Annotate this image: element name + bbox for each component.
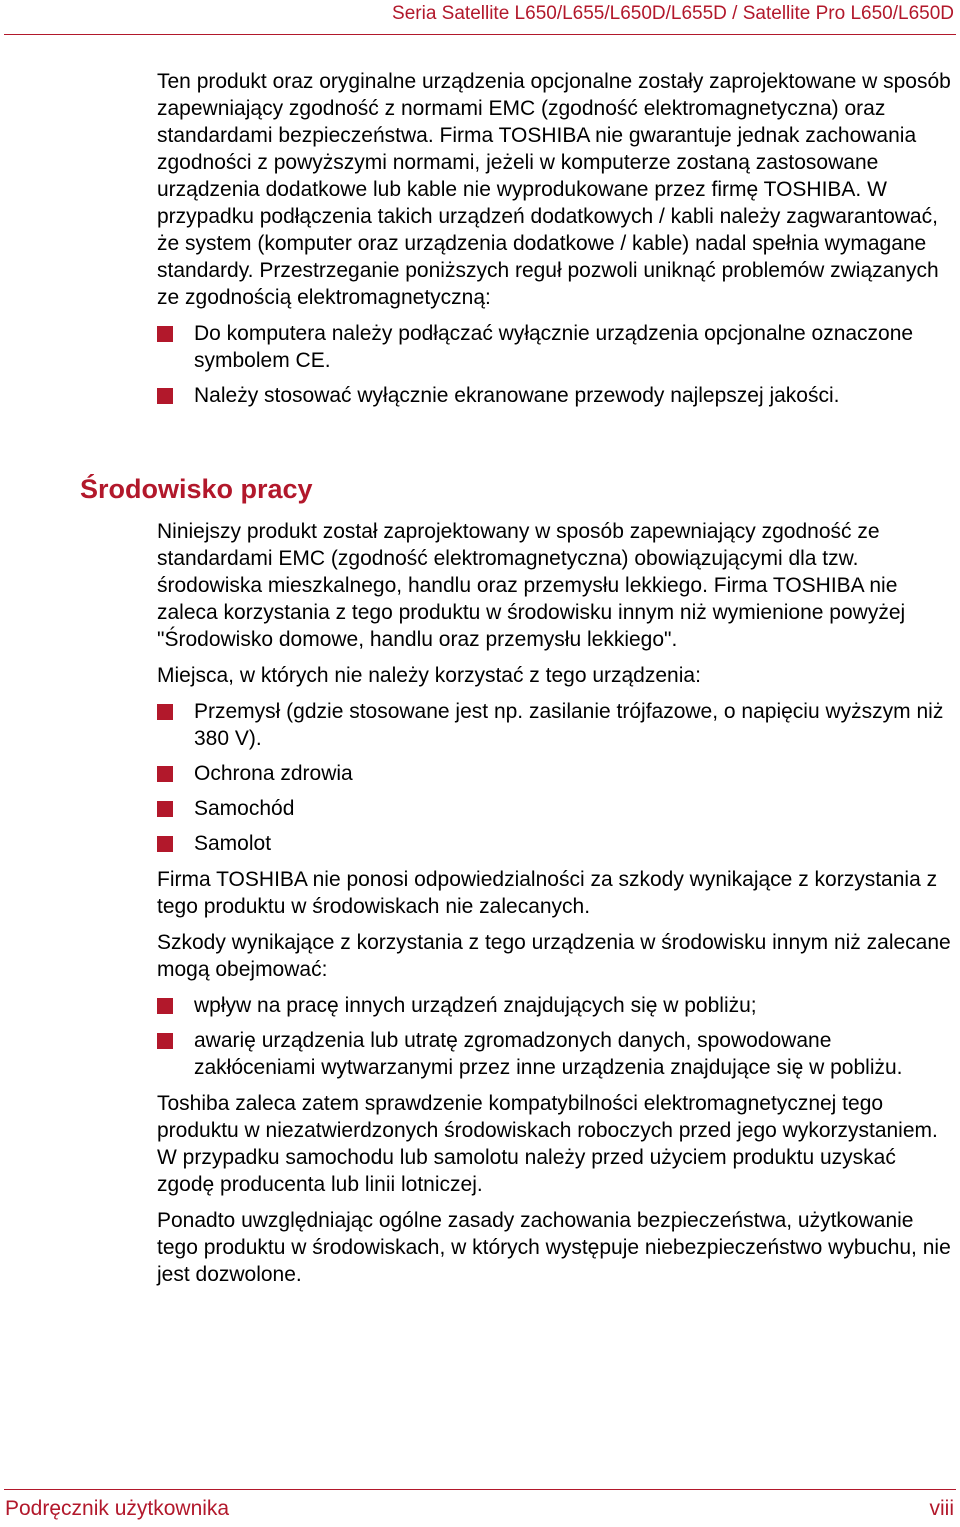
- list-item-text: Przemysł (gdzie stosowane jest np. zasilanie trójfazowe, o napięciu wyższym niż 380 V).: [194, 700, 944, 750]
- section-heading: Środowisko pracy: [80, 474, 313, 504]
- list-item: [157, 698, 957, 752]
- square-bullet-icon: [157, 998, 173, 1014]
- paragraph: Firma TOSHIBA nie ponosi odpowiedzialności za szkody wynikające z korzystania z tego produktu w środowiskach nie zalecanych.: [157, 868, 938, 918]
- damages-bullet-list: [157, 992, 957, 1081]
- square-bullet-icon: [157, 801, 173, 817]
- square-bullet-icon: [157, 388, 173, 404]
- paragraph: Niniejszy produkt został zaprojektowany w sposób zapewniający zgodność ze standardami EMC (zgodność elektromagnetyczna) obowiązującymi dla tzw. środowiska mieszkalnego, handlu oraz przemysłu lekkiego. Firma TOSHIBA nie zaleca korzystania z tego produktu w środowisku innym niż wymienione powyżej "Środowisko domowe, handlu oraz przemysłu lekkiego".: [157, 520, 906, 651]
- places-bullet-list: [157, 698, 957, 857]
- square-bullet-icon: [157, 836, 173, 852]
- square-bullet-icon: [157, 766, 173, 782]
- square-bullet-icon: [157, 704, 173, 720]
- header-rule: [4, 34, 956, 35]
- list-item-text: Należy stosować wyłącznie ekranowane przewody najlepszej jakości.: [194, 384, 840, 407]
- list-item: [157, 795, 957, 822]
- list-item-text: Do komputera należy podłączać wyłącznie urządzenia opcjonalne oznaczone symbolem CE.: [194, 322, 914, 372]
- paragraph: Szkody wynikające z korzystania z tego urządzenia w środowisku innym niż zalecane mogą obejmować:: [157, 931, 951, 981]
- paragraph: Miejsca, w których nie należy korzystać z tego urządzenia:: [157, 664, 701, 687]
- paragraph: Ponadto uwzględniając ogólne zasady zachowania bezpieczeństwa, użytkowanie tego produktu w środowiskach, w których występuje niebezpieczeństwo wybuchu, nie jest dozwolone.: [157, 1209, 951, 1286]
- footer-rule: [4, 1489, 956, 1490]
- list-item-text: Ochrona zdrowia: [194, 762, 353, 785]
- list-item-text: Samolot: [194, 832, 272, 855]
- paragraph: Toshiba zaleca zatem sprawdzenie kompatybilności elektromagnetycznej tego produktu w niezatwierdzonych środowiskach roboczych przed jego wykorzystaniem. W przypadku samochodu lub samolotu należy przed użyciem produktu uzyskać zgodę producenta lub linii lotniczej.: [157, 1092, 938, 1196]
- list-item: [157, 1027, 957, 1081]
- running-header: Seria Satellite L650/L655/L650D/L655D / Satellite Pro L650/L650D: [392, 3, 954, 24]
- emc-block: [157, 68, 957, 418]
- list-item: [157, 382, 957, 409]
- square-bullet-icon: [157, 1033, 173, 1049]
- list-item: [157, 830, 957, 857]
- emc-intro-paragraph: Ten produkt oraz oryginalne urządzenia opcjonalne zostały zaprojektowane w sposób zapewniający zgodność z normami EMC (zgodność elektromagnetyczna) oraz standardami bezpieczeństwa. Firma TOSHIBA nie gwarantuje jednak zachowania zgodności z powyższymi normami, jeżeli w komputerze zostaną zastosowane urządzenia dodatkowe lub kable nie wyprodukowane przez firmę TOSHIBA. W przypadku podłączenia takich urządzeń dodatkowych / kabli należy zagwarantować, że system (komputer oraz urządzenia dodatkowe / kable) nadal spełnia wymagane standardy. Przestrzeganie poniższych reguł pozwoli uniknąć problemów związanych ze zgodnością elektromagnetyczną:: [157, 70, 951, 309]
- footer-manual-title: Podręcznik użytkownika: [5, 1497, 230, 1520]
- emc-bullet-list: [157, 320, 957, 409]
- page-number: viii: [929, 1497, 954, 1520]
- list-item: [157, 992, 957, 1019]
- list-item: [157, 320, 957, 374]
- square-bullet-icon: [157, 326, 173, 342]
- list-item-text: awarię urządzenia lub utratę zgromadzonych danych, spowodowane zakłóceniami wytwarzanymi przez inne urządzenia znajdujące się w pobliżu.: [194, 1029, 903, 1079]
- list-item: [157, 760, 957, 787]
- list-item-text: wpływ na pracę innych urządzeń znajdujących się w pobliżu;: [194, 994, 757, 1017]
- list-item-text: Samochód: [194, 797, 295, 820]
- work-environment-block: [157, 518, 957, 1297]
